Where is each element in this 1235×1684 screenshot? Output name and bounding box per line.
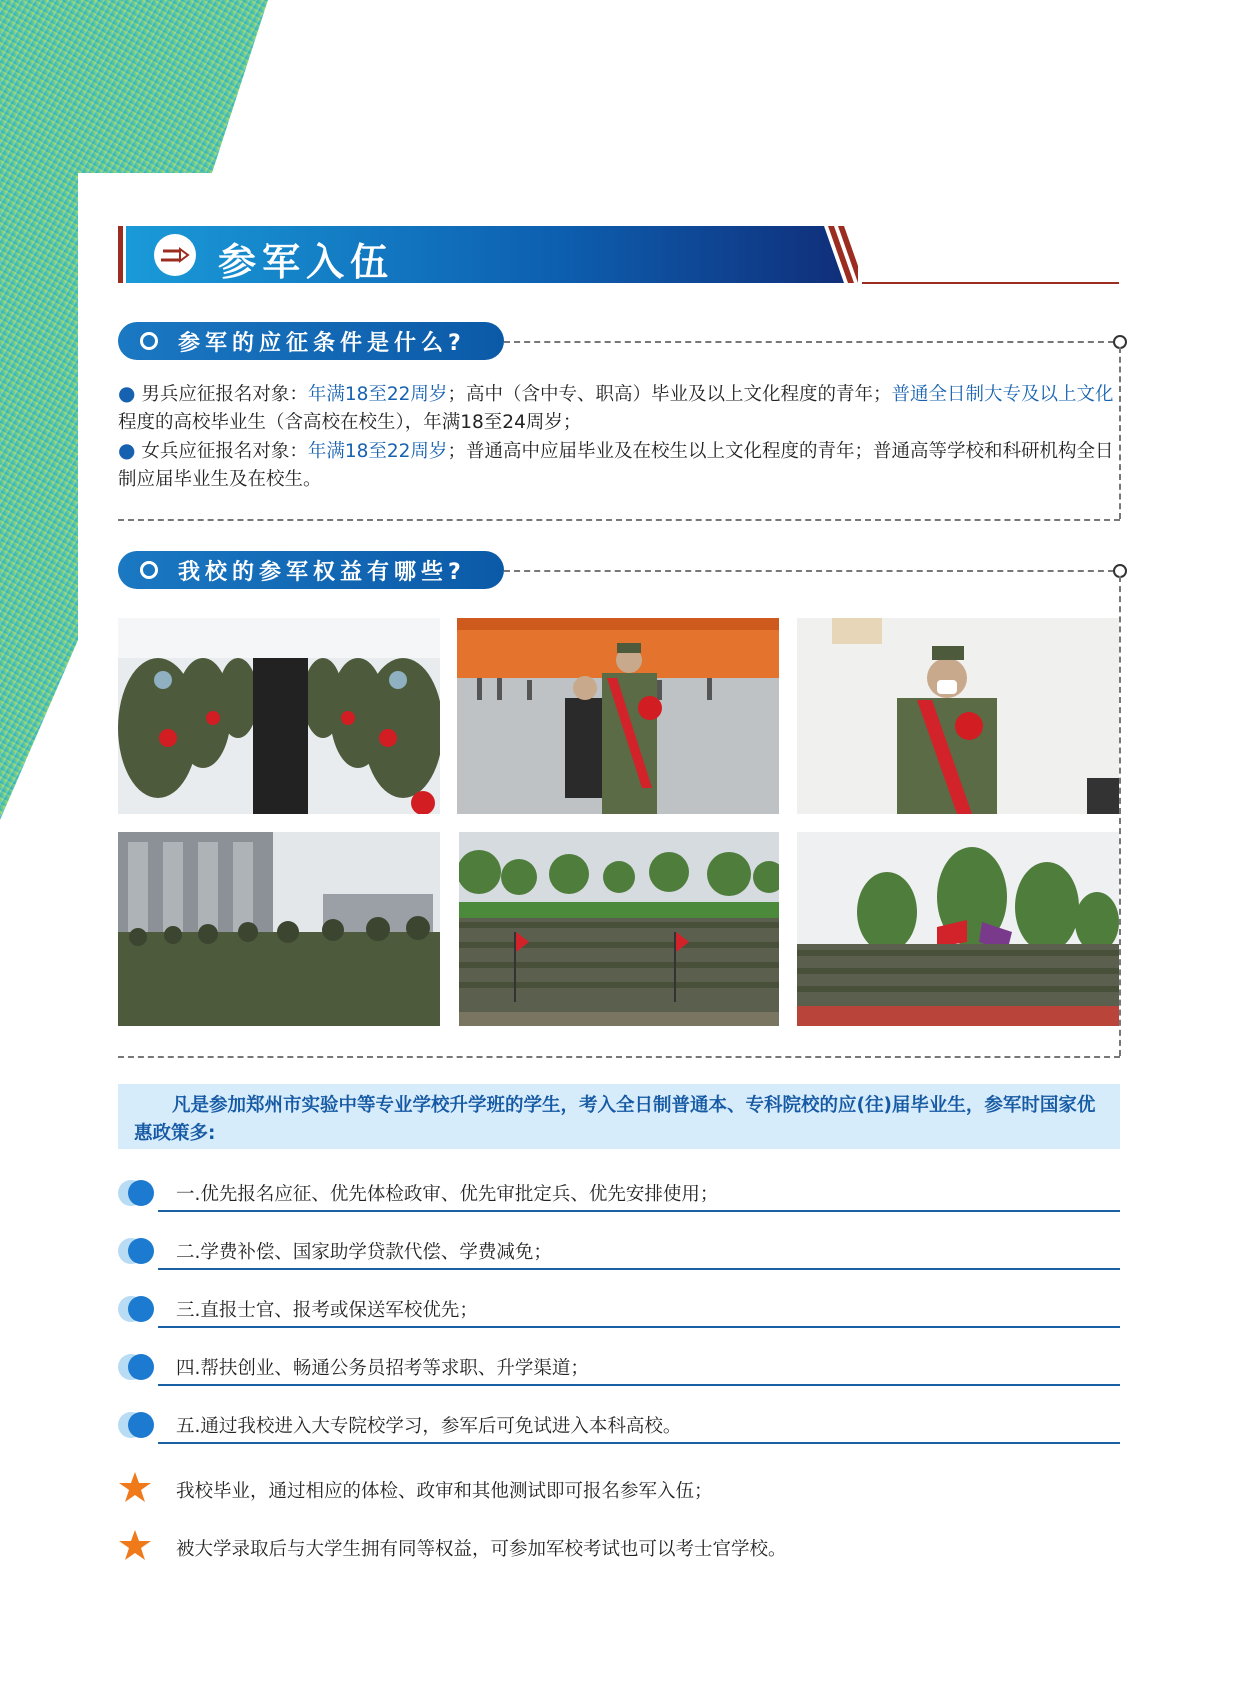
bullet-circle-icon (128, 1412, 154, 1438)
bullet-circle-icon (128, 1354, 154, 1380)
header-rule (862, 282, 1119, 284)
chapter-header (118, 226, 858, 283)
policy-notice (118, 1084, 1120, 1149)
bullet-icon: ● (118, 438, 136, 462)
benefit-item: 四.帮扶创业、畅通公务员招考等求职、升学渠道； (118, 1350, 1120, 1386)
male-conditions: ● 男兵应征报名对象：年满18至22周岁；高中（含中专、职高）毕业及以上文化程度的青年；普通全日制大专及以上文化程度的高校毕业生（含高校在校生），年满18至24周岁； (118, 381, 1114, 433)
section-title: 我校的参军权益有哪些? (178, 559, 466, 585)
bullet-circle-icon (128, 1180, 154, 1206)
section-title: 参军的应征条件是什么? (178, 330, 466, 356)
parade-ground-photo (459, 832, 779, 1026)
dashed-divider (504, 570, 1114, 572)
section-heading-conditions (118, 322, 504, 360)
policy-notice-text: 凡是参加郑州市实验中等专业学校升学班的学生，考入全日制普通本、专科院校的应(往)届毕业生，参军时国家优惠政策多: (134, 1095, 1096, 1144)
star-icon (118, 1471, 152, 1505)
benefit-item: 三.直报士官、报考或保送军校优先； (118, 1292, 1120, 1328)
dashed-divider (1119, 576, 1121, 1056)
benefit-item: 二.学费补偿、国家助学贷款代偿、学费减免； (118, 1234, 1120, 1270)
bullet-icon: ● (118, 381, 136, 405)
recruit-with-mother-photo (457, 618, 779, 814)
female-conditions: ● 女兵应征报名对象：年满18至22周岁；普通高中应届毕业及在校生以上文化程度的青年；普通高等学校和科研机构全日制应届毕业生及在校生。 (118, 438, 1114, 490)
chapter-number-icon (154, 234, 196, 276)
bullet-circle-icon (128, 1238, 154, 1264)
standing-troops-photo (118, 832, 440, 1026)
benefit-item: 五.通过我校进入大专院校学习，参军后可免试进入本科高校。 (118, 1408, 1120, 1444)
section-heading-benefits (118, 551, 504, 589)
dashed-divider (504, 341, 1114, 343)
group-photo (797, 832, 1119, 1026)
circle-icon (140, 332, 158, 350)
recruit-portrait-photo (797, 618, 1119, 814)
bullet-circle-icon (128, 1296, 154, 1322)
star-note: 被大学录取后与大学生拥有同等权益，可参加军校考试也可以考士官学校。 (118, 1531, 1120, 1565)
benefit-item: 一.优先报名应征、优先体检政审、优先审批定兵、优先安排使用； (118, 1176, 1120, 1212)
dashed-divider (118, 519, 1120, 521)
chapter-title: 参军入伍 (218, 240, 395, 284)
dashed-divider (118, 1056, 1120, 1058)
seated-recruits-photo (118, 618, 440, 814)
star-note: 我校毕业，通过相应的体检、政审和其他测试即可报名参军入伍； (118, 1473, 1120, 1507)
star-icon (118, 1529, 152, 1563)
circle-icon (140, 561, 158, 579)
